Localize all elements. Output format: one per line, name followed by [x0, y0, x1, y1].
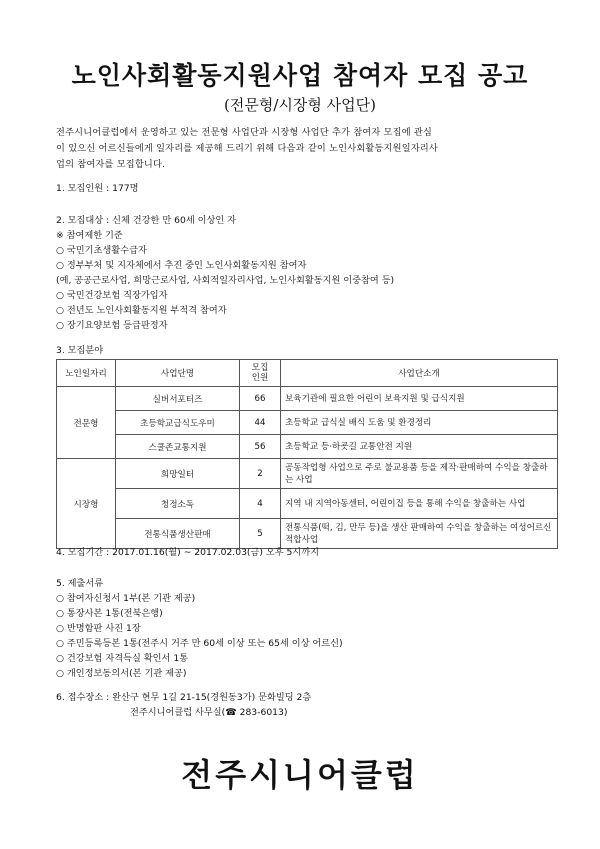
section-documents: [56, 576, 343, 681]
table-row: [57, 459, 558, 489]
column-header: 사업단소개: [281, 360, 558, 387]
count-cell: 5: [240, 519, 281, 549]
section-heading: 1. 모집인원 : 177명: [56, 183, 139, 194]
document-line: ○ 참여자신청서 1부(본 기관 제공): [56, 593, 196, 604]
organization-name: 전주시니어클럽: [181, 756, 419, 794]
table-row: [57, 489, 558, 519]
eligibility-line: ○ 전년도 노인사회활동지원 부적격 참여자: [56, 305, 227, 316]
document-line: ○ 반명함판 사진 1장: [56, 623, 141, 634]
table-row: [57, 435, 558, 459]
project-name-cell: 초등학교급식도우미: [116, 411, 240, 435]
count-cell: 4: [240, 489, 281, 519]
project-name-cell: 스쿨존교통지원: [116, 435, 240, 459]
eligibility-line: ○ 장기요양보험 등급판정자: [56, 320, 168, 331]
count-cell: 44: [240, 411, 281, 435]
column-header: 사업단명: [116, 360, 240, 387]
document-line: ○ 개인정보동의서(본 기관 제공): [56, 668, 187, 679]
table-row: [57, 387, 558, 411]
description-cell: 지역 내 지역아동센터, 어린이집 등을 통해 수익을 창출하는 사업: [281, 489, 558, 519]
page-subtitle: (전문형/시장형 사업단): [224, 96, 376, 114]
column-header: 모집 인원: [240, 360, 281, 387]
description-cell: 보육기관에 필요한 어린이 보육지원 및 급식지원: [281, 387, 558, 411]
count-cell: 56: [240, 435, 281, 459]
section-eligibility: [56, 213, 394, 333]
section-heading: 4. 모집기간 : 2017.01.16(월) ~ 2017.02.03(금) 오후 5시까지: [56, 547, 320, 558]
eligibility-line: (예, 공공근로사업, 희망근로사업, 사회적일자리사업, 노인사회활동지원 이중참여 등): [56, 275, 395, 286]
section-location: [56, 690, 311, 720]
page-title: 노인사회활동지원사업 참여자 모집 공고: [71, 61, 529, 90]
intro-line: 전주시니어클럽에서 운영하고 있는 전문형 사업단과 시장형 사업단 추가 참여자 모집에 관심: [56, 127, 433, 138]
eligibility-line: ※ 참여제한 기준: [56, 230, 123, 241]
eligibility-line: ○ 정부부처 및 지자체에서 추진 중인 노인사회활동지원 참여자: [56, 260, 307, 271]
intro-line: 이 있으신 어르신들에게 일자리를 제공해 드리기 위해 다음과 같이 노인사회활동지원일자리사: [56, 143, 439, 154]
section-period: [56, 545, 319, 560]
location-office: 전주시니어클럽 사무실(☎ 283-6013): [130, 707, 288, 718]
section-heading: 5. 제출서류: [56, 578, 104, 589]
category-cell: 시장형: [57, 459, 116, 549]
table-row: [57, 519, 558, 549]
project-name-cell: 실버서포터즈: [116, 387, 240, 411]
document-line: ○ 주민등록등본 1통(전주시 거주 만 60세 이상 또는 65세 이상 어르신): [56, 638, 343, 649]
eligibility-line: ○ 국민건강보험 직장가입자: [56, 290, 168, 301]
intro-paragraph: [56, 125, 556, 173]
document-line: ○ 건강보험 자격득실 확인서 1통: [56, 653, 189, 664]
project-name-cell: 희망일터: [116, 459, 240, 489]
section-recruit-count: [56, 181, 139, 196]
description-cell: 초등학교 등·하굣길 교통안전 지원: [281, 435, 558, 459]
section-heading: 3. 모집분야: [56, 345, 104, 356]
description-cell: 공동작업형 사업으로 주로 불교용품 등을 제작·판매하여 수익을 창출하는 사업: [281, 459, 558, 489]
project-name-cell: 청정소독: [116, 489, 240, 519]
document-line: ○ 통장사본 1통(전북은행): [56, 608, 163, 619]
count-cell: 66: [240, 387, 281, 411]
table-header-row: [57, 360, 558, 387]
recruitment-table: [56, 359, 558, 549]
table-row: [57, 411, 558, 435]
project-name-cell: 전통식품생산판매: [116, 519, 240, 549]
description-cell: 초등학교 급식실 배식 도움 및 환경정리: [281, 411, 558, 435]
description-cell: 전통식품(떡, 김, 만두 등)을 생산 판매하여 수익을 창출하는 여성어르신 적합사업: [281, 519, 558, 549]
count-cell: 2: [240, 459, 281, 489]
eligibility-line: ○ 국민기초생활수급자: [56, 245, 147, 256]
section-heading: 6. 접수장소 : 완산구 현무 1길 21-15(경원동3가) 문화빌딩 2층: [56, 692, 312, 703]
section-fields: [56, 343, 103, 358]
intro-line: 업의 참여자를 모집합니다.: [56, 159, 166, 170]
column-header: 노인일자리: [57, 360, 116, 387]
section-heading: 2. 모집대상 : 신체 건강한 만 60세 이상인 자: [56, 215, 237, 226]
category-cell: 전문형: [57, 387, 116, 459]
